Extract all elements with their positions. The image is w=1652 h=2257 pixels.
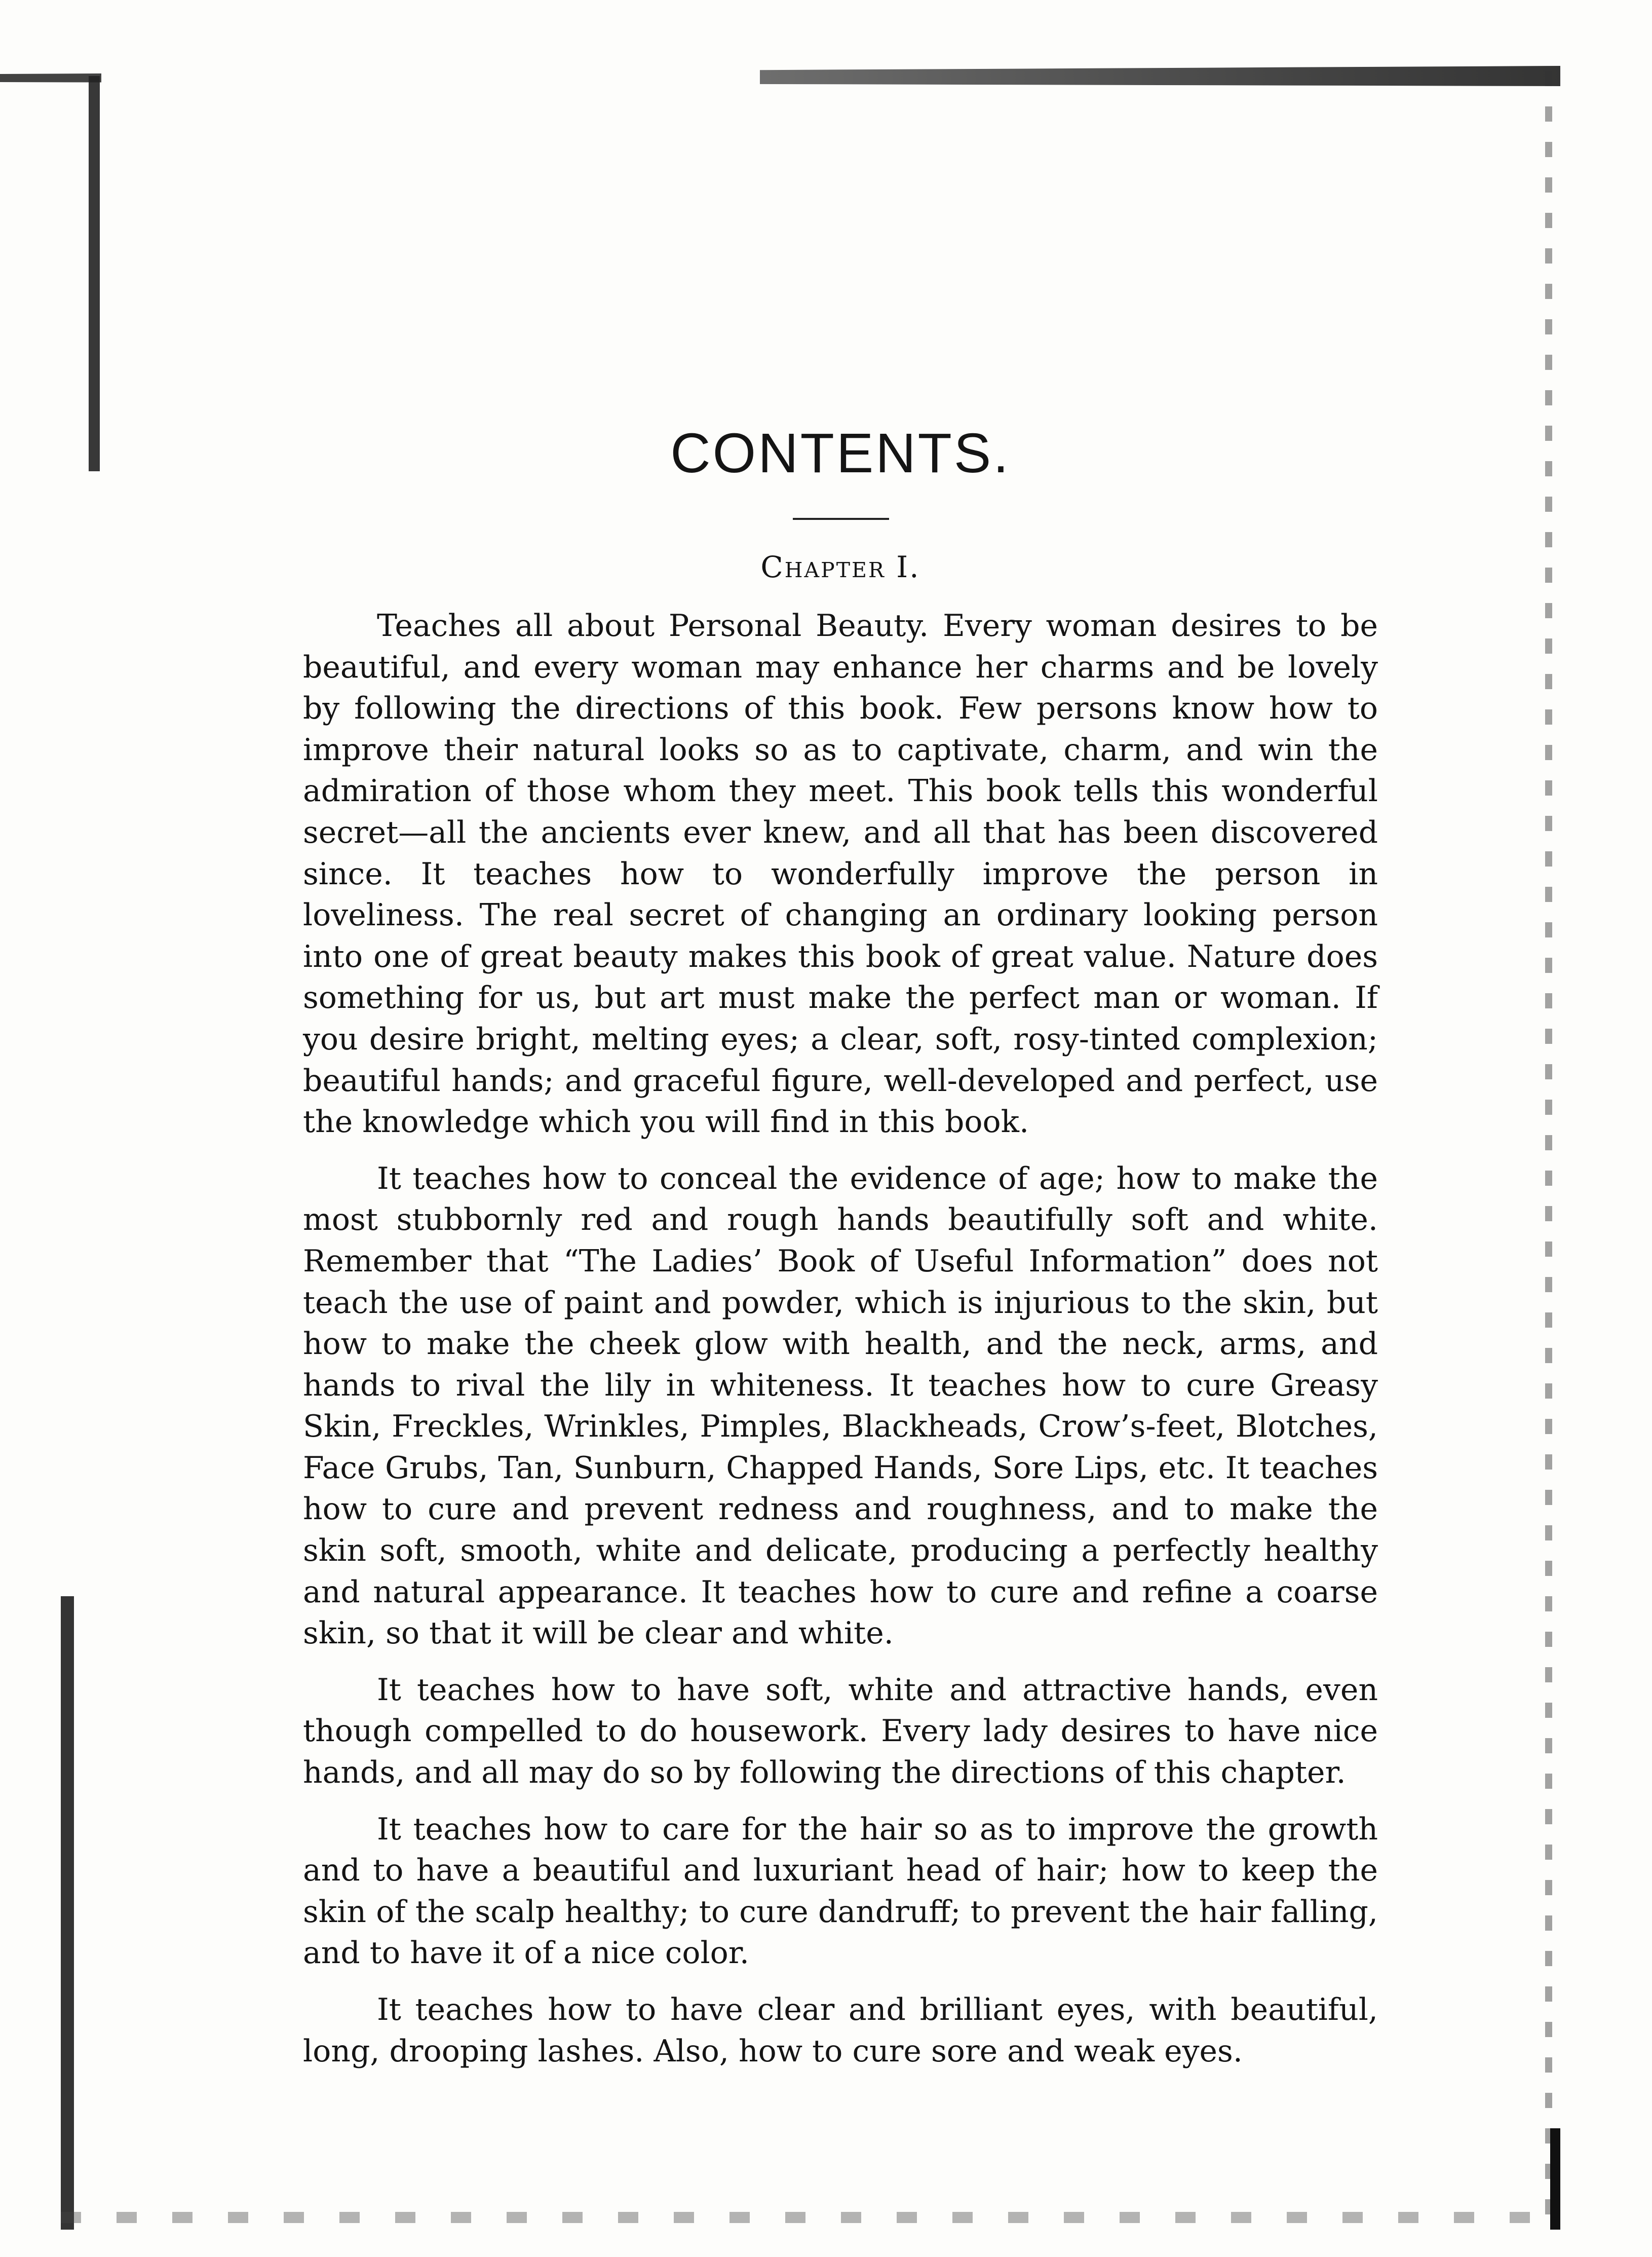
title-divider bbox=[793, 518, 889, 520]
page-title: CONTENTS. bbox=[670, 422, 1011, 484]
scan-border-left-lower bbox=[61, 1596, 74, 2230]
paragraph-hands: It teaches how to have soft, white and attractive hands, even though compelled to do housework. Every lady desires to have nice hands, and all may do so by following the directions of this chapter. bbox=[303, 1672, 1378, 1791]
paragraph-hair: It teaches how to care for the hair so as to improve the growth and to have a beautiful and luxuriant head of hair; how to keep the skin of the scalp healthy; to cure dandruff; to prevent the hair falling, and to have it of a nice color. bbox=[303, 1811, 1378, 1971]
paragraph-personal-beauty: Teaches all about Personal Beauty. Every woman desires to be beautiful, and every woman may enhance her charms and be lovely by following the directions of this book. Few persons know how to improve their natural looks so as to captivate, charm, and win the admiration of those whom they meet. This book tells this wonderful secret—all the ancients ever knew, and all that has been discovered since. It teaches how to wonderfully improve the person in loveliness. The real secret of changing an ordinary looking person into one of great beauty makes this book of great value. Nature does something for us, but art must make the perfect man or woman. If you desire bright, melting eyes; a clear, soft, rosy-tinted complexion; beautiful hands; and graceful figure, well-developed and perfect, use the knowledge which you will find in this book. bbox=[303, 608, 1378, 1140]
paragraph-skin-care: It teaches how to conceal the evidence of age; how to make the most stubbornly red and rough hands beautifully soft and white. Remember that “The Ladies’ Book of Useful Information” does not teach the use of paint and powder, which is injurious to the skin, but how to make the cheek glow with health, and the neck, arms, and hands to rival the lily in whiteness. It teaches how to cure Greasy Skin, Freckles, Wrinkles, Pimples, Blackheads, Crow’s-feet, Blotches, Face Grubs, Tan, Sunburn, Chapped Hands, Sore Lips, etc. It teaches how to cure and prevent redness and roughness, and to make the skin soft, smooth, white and delicate, producing a perfectly healthy and natural appearance. It teaches how to cure and refine a coarse skin, so that it will be clear and white. bbox=[303, 1160, 1378, 1651]
scan-border-right bbox=[1545, 71, 1552, 2225]
scan-corner-mark bbox=[1550, 2128, 1560, 2230]
scan-border-top bbox=[0, 66, 1560, 86]
chapter-description bbox=[303, 606, 1378, 2087]
paragraph-eyes: It teaches how to have clear and brilliant eyes, with beautiful, long, drooping lashes. Also, how to cure sore and weak eyes. bbox=[303, 1992, 1378, 2069]
scan-border-left bbox=[89, 76, 100, 471]
scan-border-bottom bbox=[61, 2212, 1560, 2223]
chapter-heading: Chapter I. bbox=[760, 550, 920, 584]
